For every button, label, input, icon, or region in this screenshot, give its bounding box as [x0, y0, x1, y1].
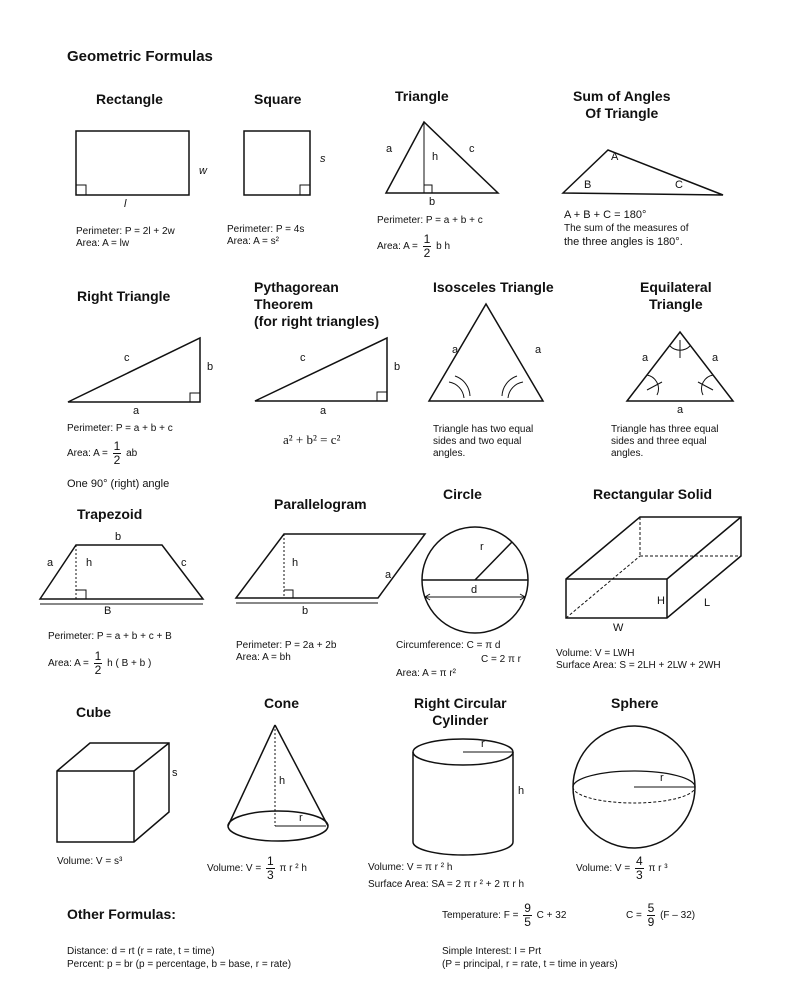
cylinder-title: Right Circular Cylinder — [414, 695, 507, 728]
trapezoid-B-label: B — [104, 605, 112, 617]
isosceles-a-left: a — [452, 344, 459, 356]
right-triangle-b-label: b — [207, 361, 214, 373]
triangle-c-label: c — [469, 143, 475, 155]
sphere-figure — [573, 726, 695, 848]
cone-figure — [228, 725, 328, 841]
rect-solid-volume: Volume: V = LWH — [556, 648, 635, 659]
isosceles-title: Isosceles Triangle — [433, 279, 554, 295]
circle-r-label: r — [480, 541, 484, 553]
trapezoid-area: Area: A = $\frac{1}{2}$ h ( B + b ) — [48, 649, 152, 677]
cube-volume: Volume: V = s³ — [57, 856, 123, 867]
circle-figure — [422, 527, 528, 633]
other-formulas-title: Other Formulas: — [67, 906, 176, 922]
square-title: Square — [254, 91, 302, 107]
triangle-area: Area: A = $\frac{1}{2}$ b h — [377, 232, 451, 260]
triangle-a-label: a — [386, 143, 393, 155]
right-triangle-angle-note: One 90° (right) angle — [67, 478, 170, 490]
temperature-c-formula: C = $\frac{5}{9}$ (F – 32) — [626, 901, 696, 929]
right-triangle-area: Area: A = $\frac{1}{2}$ ab — [67, 439, 138, 467]
pythagorean-formula: a² + b² = c² — [283, 432, 341, 447]
cube-s-label: s — [172, 767, 178, 779]
trapezoid-title: Trapezoid — [77, 506, 143, 522]
trapezoid-c-label: c — [181, 557, 187, 569]
rectangle-perimeter: Perimeter: P = 2l + 2w — [76, 226, 175, 237]
square-s-label: s — [320, 153, 326, 165]
equilateral-note: Triangle has three equal sides and three equal angles. — [611, 424, 719, 459]
temperature-f-formula: Temperature: F = $\frac{9}{5}$ C + 32 — [442, 901, 567, 929]
equilateral-a-bottom: a — [677, 404, 684, 416]
cylinder-figure — [413, 739, 513, 855]
rectangle-title: Rectangle — [96, 91, 163, 107]
equilateral-figure — [627, 332, 733, 401]
trapezoid-a-label: a — [47, 557, 54, 569]
square-figure — [244, 131, 310, 195]
parallelogram-area: Area: A = bh — [236, 652, 291, 663]
simple-interest-formula: Simple Interest: I = Prt — [442, 946, 542, 957]
cone-volume: Volume: V = $\frac{1}{3}$ π r ² h — [207, 854, 307, 882]
sphere-volume: Volume: V = $\frac{4}{3}$ π r ³ — [576, 854, 668, 882]
percent-formula: Percent: p = br (p = percentage, b = base, r = rate) — [67, 959, 292, 970]
trapezoid-b-label: b — [115, 531, 122, 543]
rect-solid-W-label: W — [613, 622, 624, 634]
sphere-r-label: r — [660, 772, 664, 784]
triangle-h-label: h — [432, 151, 439, 163]
cone-title: Cone — [264, 695, 299, 711]
circle-circumference-1: Circumference: C = π d — [396, 640, 501, 651]
triangle-title: Triangle — [395, 88, 449, 104]
rect-solid-title: Rectangular Solid — [593, 486, 713, 502]
parallelogram-a-label: a — [385, 569, 392, 581]
rectangle-figure — [76, 131, 189, 195]
pythagorean-figure — [255, 338, 387, 401]
parallelogram-perimeter: Perimeter: P = 2a + 2b — [236, 640, 337, 651]
angle-A-label: A — [611, 151, 619, 163]
trapezoid-perimeter: Perimeter: P = a + b + c + B — [48, 631, 172, 642]
triangle-b-label: b — [429, 196, 436, 208]
right-triangle-c-label: c — [124, 352, 130, 364]
pythagorean-title: Pythagorean Theorem (for right triangles) — [254, 279, 380, 329]
square-area: Area: A = s² — [227, 236, 279, 247]
parallelogram-b-label: b — [302, 605, 309, 617]
isosceles-note: Triangle has two equal sides and two equal angles. — [433, 424, 534, 459]
cylinder-h-label: h — [518, 785, 525, 797]
pythagorean-c-label: c — [300, 352, 306, 364]
parallelogram-title: Parallelogram — [274, 496, 367, 512]
right-triangle-a-label: a — [133, 405, 140, 417]
triangle-figure — [386, 122, 498, 193]
angle-C-label: C — [675, 179, 683, 191]
distance-formula: Distance: d = rt (r = rate, t = time) — [67, 946, 215, 957]
circle-d-label: d — [471, 584, 478, 596]
right-triangle-title: Right Triangle — [77, 288, 171, 304]
isosceles-a-right: a — [535, 344, 542, 356]
rect-solid-surface: Surface Area: S = 2LH + 2LW + 2WH — [556, 660, 721, 671]
cone-r-label: r — [299, 812, 303, 824]
page-title: Geometric Formulas — [67, 48, 213, 65]
right-triangle-perimeter: Perimeter: P = a + b + c — [67, 423, 173, 434]
triangle-perimeter: Perimeter: P = a + b + c — [377, 215, 483, 226]
circle-area: Area: A = π r² — [396, 668, 456, 679]
equilateral-title: Equilateral Triangle — [640, 279, 712, 312]
trapezoid-h-label: h — [86, 557, 93, 569]
cylinder-surface: Surface Area: SA = 2 π r ² + 2 π r h — [368, 879, 525, 890]
cube-figure — [57, 743, 169, 842]
simple-interest-note: (P = principal, r = rate, t = time in years) — [442, 959, 618, 970]
circle-circumference-2: C = 2 π r — [481, 654, 521, 665]
angle-B-label: B — [584, 179, 592, 191]
parallelogram-figure — [236, 534, 425, 603]
cylinder-volume: Volume: V = π r ² h — [368, 862, 453, 873]
square-perimeter: Perimeter: P = 4s — [227, 224, 305, 235]
right-triangle-figure — [68, 338, 200, 402]
isosceles-figure — [429, 304, 543, 401]
cylinder-r-label: r — [481, 738, 485, 750]
rect-solid-H-label: H — [657, 595, 665, 607]
pythagorean-b-label: b — [394, 361, 401, 373]
sum-angles-note-1: The sum of the measures of — [564, 223, 689, 234]
parallelogram-h-label: h — [292, 557, 299, 569]
rectangle-area: Area: A = lw — [76, 238, 130, 249]
circle-title: Circle — [443, 486, 482, 502]
rectangle-l-label: l — [124, 198, 127, 210]
sum-angles-note-2: the three angles is 180°. — [564, 236, 683, 248]
pythagorean-a-label: a — [320, 405, 327, 417]
trapezoid-figure — [40, 545, 203, 604]
rectangle-w-label: w — [199, 165, 207, 177]
equilateral-a-left: a — [642, 352, 649, 364]
equilateral-a-right: a — [712, 352, 719, 364]
cube-title: Cube — [76, 704, 111, 720]
sphere-title: Sphere — [611, 695, 659, 711]
rectangular-solid-figure — [566, 517, 741, 618]
sum-angles-formula: A + B + C = 180° — [564, 209, 647, 221]
rect-solid-L-label: L — [704, 597, 711, 609]
cone-h-label: h — [279, 775, 286, 787]
sum-angles-title: Sum of Angles Of Triangle — [573, 88, 671, 121]
